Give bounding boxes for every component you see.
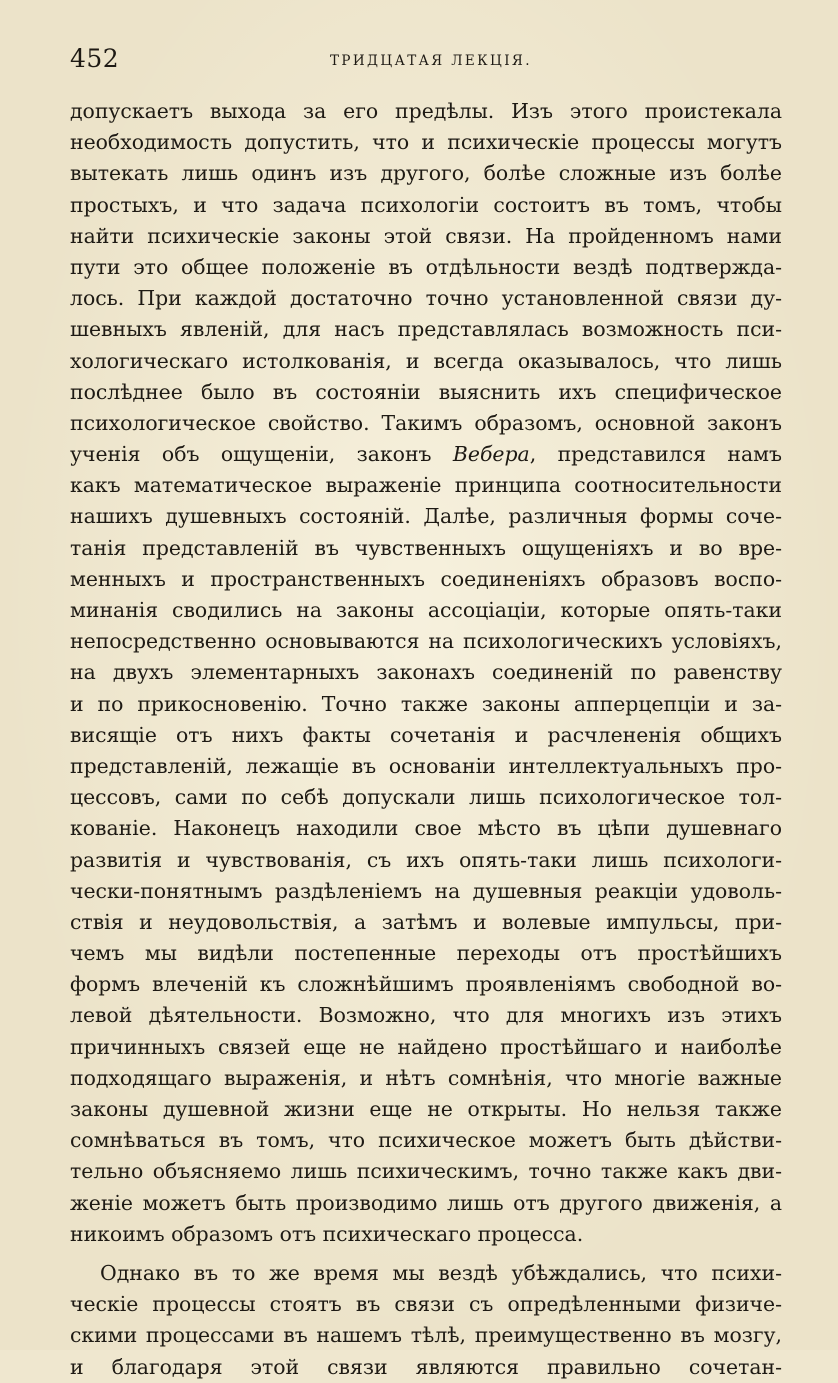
paragraph-2: [70, 1258, 782, 1383]
text-line: вытекать лишь одинъ изъ другого, болѣе сложные изъ болѣе: [70, 161, 782, 186]
text-line: простыхъ, и что задача психологіи состоитъ въ томъ, чтобы: [70, 192, 782, 217]
text-line: формъ влеченій къ сложнѣйшимъ проявленіямъ свободной во-: [70, 972, 782, 997]
text-line: ствія и неудовольствія, а затѣмъ и волевые импульсы, при-: [70, 909, 782, 934]
text-line: и по прикосновенію. Точно также законы апперцепціи и за-: [70, 691, 782, 716]
text-line: какъ математическое выраженіе принципа соотносительности: [70, 473, 782, 498]
text-line: допускаетъ выхода за его предѣлы. Изъ этого проистекала: [70, 99, 782, 123]
text-segment: , представился намъ: [529, 442, 782, 467]
text-line: нашихъ душевныхъ состояній. Далѣе, различныя формы соче-: [70, 504, 782, 529]
text-line: никоимъ образомъ отъ психическаго процесса.: [70, 1221, 584, 1246]
text-line: необходимость допустить, что и психическіе процессы могутъ: [70, 130, 782, 155]
text-line: и благодаря этой связи являются правильно сочетан-: [70, 1354, 782, 1379]
body-text: [70, 96, 782, 1383]
text-line: танія представленій въ чувственныхъ ощущеніяхъ и во вре-: [70, 535, 782, 560]
text-line: кованіе. Наконецъ находили свое мѣсто въ цѣпи душевнаго: [70, 816, 782, 841]
text-line: чески-понятнымъ раздѣленіемъ на душевныя реакціи удоволь-: [70, 878, 782, 903]
text-line: висящіе отъ нихъ факты сочетанія и расчлененія общихъ: [70, 722, 782, 747]
text-line: шевныхъ явленій, для насъ представлялась возможность пси-: [70, 317, 782, 342]
text-line: пути это общее положеніе въ отдѣльности вездѣ подтвержда-: [70, 254, 782, 279]
text-line: послѣднее было въ состояніи выяснить ихъ специфическое: [70, 379, 782, 404]
text-line: на двухъ элементарныхъ законахъ соединеній по равенству: [70, 660, 782, 685]
running-head: ТРИДЦАТАЯ ЛЕКЦІЯ.: [330, 53, 532, 69]
text-line: тельно объясняемо лишь психическимъ, точно также какъ дви-: [70, 1159, 782, 1184]
text-line: представленій, лежащіе въ основаніи интеллектуальныхъ про-: [70, 753, 782, 778]
text-line: лось. При каждой достаточно точно установленной связи ду-: [70, 286, 782, 311]
text-line: причинныхъ связей еще не найдено простѣйшаго и наиболѣе: [70, 1034, 782, 1059]
text-line: Однако въ то же время мы вездѣ убѣждались, что психи-: [100, 1260, 782, 1285]
text-line: непосредственно основываются на психологическихъ условіяхъ,: [70, 629, 782, 654]
text-line: законы душевной жизни еще не открыты. Но нельзя также: [70, 1097, 782, 1121]
text-line: ческіе процессы стоятъ въ связи съ опредѣленными физиче-: [70, 1292, 782, 1317]
text-line: левой дѣятельности. Возможно, что для многихъ изъ этихъ: [70, 1003, 782, 1028]
page-number: 452: [70, 44, 120, 73]
text-line: найти психическіе законы этой связи. На пройденномъ нами: [70, 223, 782, 248]
text-line: сомнѣваться въ томъ, что психическое можетъ быть дѣйстви-: [70, 1128, 782, 1153]
text-line: чемъ мы видѣли постепенные переходы отъ простѣйшихъ: [70, 941, 782, 966]
text-line: минанія сводились на законы ассоціаціи, которые опять-таки: [70, 598, 782, 622]
italic-name-weber: Вебера: [452, 442, 530, 467]
text-segment: ученія объ ощущеніи, законъ: [70, 442, 453, 467]
paragraph-gap: [70, 1250, 782, 1258]
text-line: хологическаго истолкованія, и всегда оказывалось, что лишь: [70, 348, 782, 373]
text-line: скими процессами въ нашемъ тѣлѣ, преимущественно въ мозгу,: [70, 1323, 782, 1348]
text-line: психологическое свойство. Такимъ образомъ, основной законъ: [70, 410, 782, 435]
paragraph-1: [70, 96, 782, 1250]
text-line-with-italic: [70, 439, 782, 470]
text-line: развитія и чувствованія, съ ихъ опять-таки лишь психологи-: [70, 847, 782, 872]
text-line: менныхъ и пространственныхъ соединеніяхъ образовъ воспо-: [70, 566, 782, 591]
page-header: [70, 44, 782, 78]
text-line: цессовъ, сами по себѣ допускали лишь психологическое тол-: [70, 785, 782, 810]
text-line: женіе можетъ быть производимо лишь отъ другого движенія, а: [70, 1190, 782, 1215]
text-line: подходящаго выраженія, и нѣтъ сомнѣнія, что многіе важные: [70, 1065, 782, 1090]
